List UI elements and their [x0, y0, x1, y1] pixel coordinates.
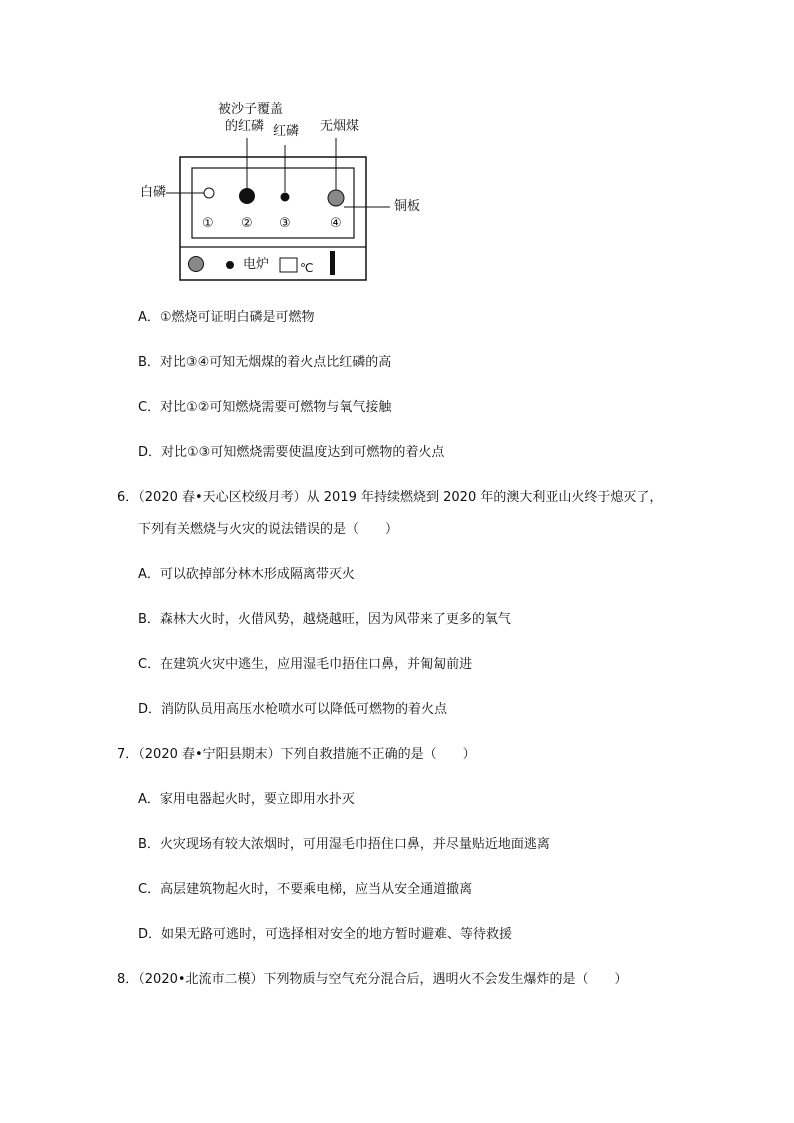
marker-2: ② [241, 216, 253, 231]
stove-switch-symbol: ℃ [300, 261, 314, 275]
red-phosphorus [281, 193, 290, 202]
label-covered-red-1: 被沙子覆盖 [218, 102, 284, 117]
q5-option-d: D．对比①③可知燃烧需要使温度达到可燃物的着火点 [138, 445, 445, 460]
stove-bar [330, 251, 335, 275]
stove-switch [280, 258, 297, 272]
q7-stem: 7．（2020 春•宁阳县期末）下列自救措施不正确的是（ ） [117, 747, 476, 762]
label-anthracite: 无烟煤 [320, 119, 360, 134]
label-stove: 电炉 [243, 257, 270, 272]
q6-option-c: C．在建筑火灾中逃生，应用湿毛巾捂住口鼻，并匍匐前进 [138, 657, 473, 672]
label-red-phosphorus: 红磷 [273, 124, 300, 139]
q6-option-b: B．森林大火时，火借风势，越烧越旺，因为风带来了更多的氧气 [138, 612, 511, 627]
white-phosphorus [204, 188, 214, 198]
q6-option-d: D．消防队员用高压水枪喷水可以降低可燃物的着火点 [138, 702, 448, 717]
marker-4: ④ [330, 216, 342, 231]
label-covered-red-2: 的红磷 [225, 119, 265, 134]
q6-stem-line2: 下列有关燃烧与火灾的说法错误的是（ ） [138, 522, 399, 537]
q5-option-b: B．对比③④可知无烟煤的着火点比红磷的高 [138, 355, 392, 370]
q7-option-c: C．高层建筑物起火时，不要乘电梯，应当从安全通道撤离 [138, 882, 473, 897]
q8-stem: 8．（2020•北流市二模）下列物质与空气充分混合后，遇明火不会发生爆炸的是（ ） [117, 972, 628, 987]
combustion-experiment-diagram [130, 95, 450, 290]
marker-1: ① [202, 216, 214, 231]
marker-3: ③ [279, 216, 291, 231]
q7-option-b: B．火灾现场有较大浓烟时，可用湿毛巾捂住口鼻，并尽量贴近地面逃离 [138, 837, 550, 852]
q6-stem-line1: 6．（2020 春•天心区校级月考）从 2019 年持续燃烧到 2020 年的澳大利亚山火终于熄灭了， [117, 490, 663, 505]
label-white-phosphorus: 白磷 [140, 185, 167, 200]
anthracite [328, 190, 344, 206]
stove-knob [189, 257, 204, 272]
q6-option-a: A．可以砍掉部分林木形成隔离带灭火 [138, 567, 355, 582]
label-copper-plate: 铜板 [394, 199, 421, 214]
q5-option-a: A．①燃烧可证明白磷是可燃物 [138, 310, 315, 325]
covered-red-phosphorus [239, 188, 255, 204]
stove-indicator [226, 261, 234, 269]
q7-option-a: A．家用电器起火时，要立即用水扑灭 [138, 792, 355, 807]
q7-option-d: D．如果无路可逃时，可选择相对安全的地方暂时避难、等待救援 [138, 927, 513, 942]
q5-option-c: C．对比①②可知燃烧需要可燃物与氧气接触 [138, 400, 392, 415]
